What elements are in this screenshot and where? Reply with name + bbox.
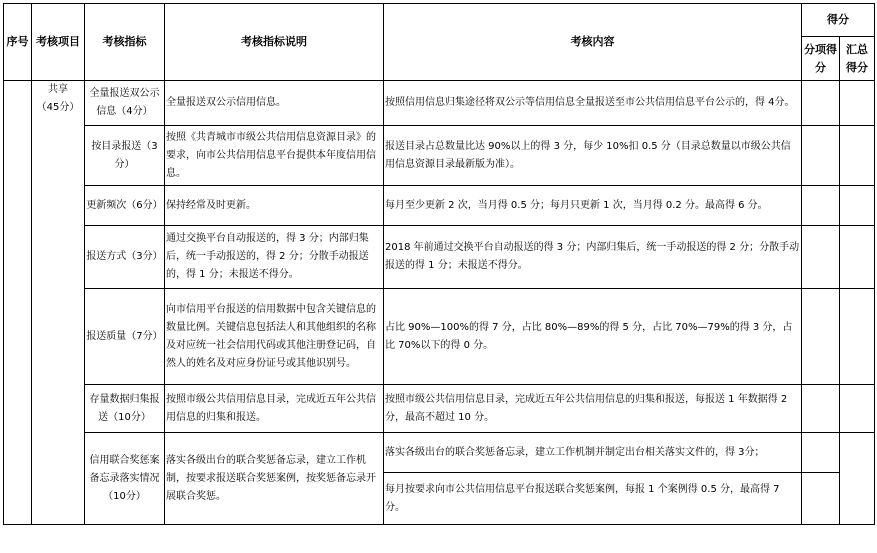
- content-cell: 按照市级公共信用信息目录，完成近五年公共信用信息的归集和报送，每报送 1 年数据得 2 分，最高不超过 10 分。: [384, 385, 802, 433]
- description-cell: 按照市级公共信用信息目录，完成近五年公共信用信息的归集和报送。: [165, 385, 384, 433]
- sub-score-cell[interactable]: [802, 81, 840, 126]
- header-description: 考核指标说明: [165, 4, 384, 81]
- content-cell: 落实各级出台的联合奖惩备忘录，建立工作机制并制定出台相关落实文件的，得 3分；: [384, 433, 802, 473]
- header-item: 考核项目: [32, 4, 85, 81]
- header-score: 得分: [802, 4, 875, 37]
- description-cell: 通过交换平台自动报送的，得 3 分；内部归集后，统一手动报送的，得 2 分；分散手动报送的，得 1 分；未报送不得分。: [165, 226, 384, 289]
- category-points: （45分）: [36, 102, 80, 113]
- sub-score-cell[interactable]: [802, 433, 840, 473]
- indicator-cell: 存量数据归集报送（10分）: [85, 385, 165, 433]
- content-cell: 按照信用信息归集途径将双公示等信用信息全量报送至市公共信用信息平台公示的，得 4分。: [384, 81, 802, 126]
- total-score-cell[interactable]: [840, 289, 875, 385]
- description-cell: 落实各级出台的联合奖惩备忘录，建立工作机制，按要求报送联合奖惩案例，按奖惩备忘录开展联合奖惩。: [165, 433, 384, 525]
- sub-score-cell[interactable]: [802, 289, 840, 385]
- assessment-table: [3, 3, 875, 525]
- total-score-cell[interactable]: [840, 385, 875, 433]
- sub-score-cell[interactable]: [802, 186, 840, 226]
- total-score-cell[interactable]: [840, 126, 875, 186]
- content-cell: 2018 年前通过交换平台自动报送的得 3 分；内部归集后，统一手动报送的得 2 分；分散手动报送的得 1 分；未报送不得分。: [384, 226, 802, 289]
- sub-score-cell[interactable]: [802, 226, 840, 289]
- description-cell: 全量报送双公示信用信息。: [165, 81, 384, 126]
- sub-score-cell[interactable]: [802, 473, 840, 525]
- total-score-cell[interactable]: [840, 226, 875, 289]
- total-score-cell[interactable]: [840, 186, 875, 226]
- header-content: 考核内容: [384, 4, 802, 81]
- header-total-score: 汇总得分: [840, 37, 875, 81]
- indicator-cell: 按目录报送（3分）: [85, 126, 165, 186]
- indicator-cell: 更新频次（6分）: [85, 186, 165, 226]
- header-indicator: 考核指标: [85, 4, 165, 81]
- description-cell: 保持经常及时更新。: [165, 186, 384, 226]
- description-cell: 向市信用平台报送的信用数据中包含关键信息的数量比例。关键信息包括法人和其他组织的名称及对应统一社会信用代码或其他注册登记码，自然人的姓名及对应身份证号或其他识别号。: [165, 289, 384, 385]
- total-score-cell[interactable]: [840, 81, 875, 126]
- content-cell: 每月至少更新 2 次，当月得 0.5 分；每月只更新 1 次，当月得 0.2 分。最高得 6 分。: [384, 186, 802, 226]
- seq-cell: [4, 81, 32, 525]
- indicator-cell: 报送方式（3分）: [85, 226, 165, 289]
- description-cell: 按照《共青城市市级公共信用信息资源目录》的要求，向市公共信用信息平台提供本年度信用信息。: [165, 126, 384, 186]
- category-cell: [32, 81, 85, 525]
- header-seq: 序号: [4, 4, 32, 81]
- content-cell: 占比 90%—100%的得 7 分，占比 80%—89%的得 5 分，占比 70%—79%的得 3 分，占比 70%以下的得 0 分。: [384, 289, 802, 385]
- content-cell: 报送目录占总数量比达 90%以上的得 3 分，每少 10%扣 0.5 分（目录总数量以市级公共信用信息资源目录最新版为准）。: [384, 126, 802, 186]
- indicator-cell: 全量报送双公示信息（4分）: [85, 81, 165, 126]
- content-cell: 每月按要求向市公共信用信息平台报送联合奖惩案例，每报 1 个案例得 0.5 分，最高得 7 分。: [384, 473, 802, 525]
- sub-score-cell[interactable]: [802, 126, 840, 186]
- category-name: 共享: [48, 84, 68, 95]
- total-score-cell[interactable]: [840, 433, 875, 525]
- header-sub-score: 分项得分: [802, 37, 840, 81]
- indicator-cell: 报送质量（7分）: [85, 289, 165, 385]
- indicator-cell: 信用联合奖惩案备忘录落实情况（10分）: [85, 433, 165, 525]
- sub-score-cell[interactable]: [802, 385, 840, 433]
